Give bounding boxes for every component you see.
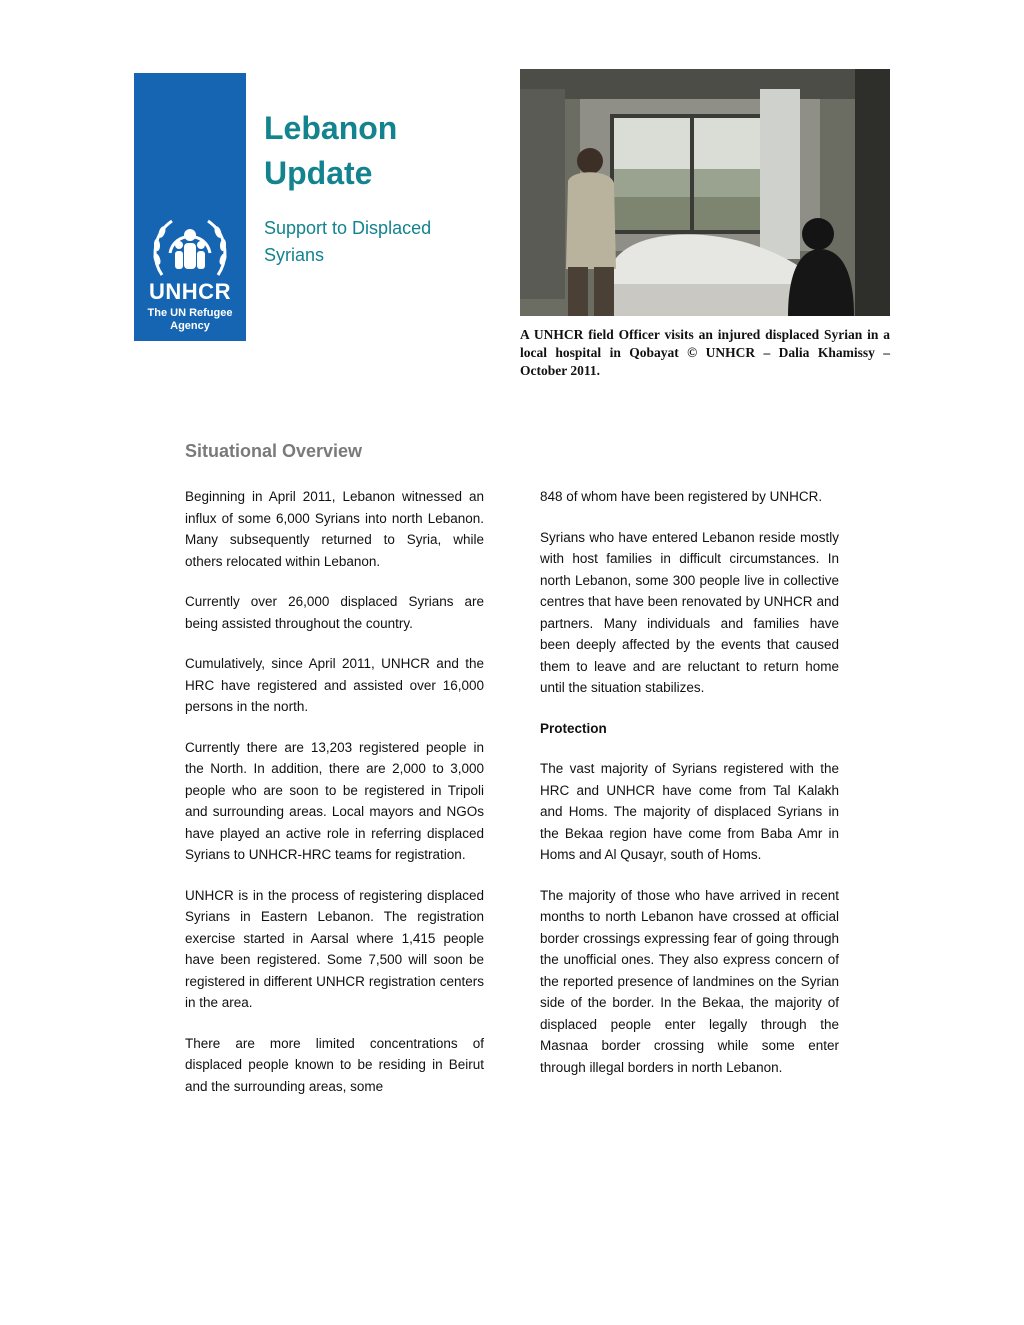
page-title-line-1: Lebanon — [264, 110, 398, 146]
photo-caption: A UNHCR field Officer visits an injured displaced Syrian in a local hospital in Qobayat © UNHCR – Dalia Khamissy – October 2011. — [520, 327, 890, 378]
page-subtitle: Support to Displaced Syrians — [264, 218, 432, 265]
protection-paragraph: The vast majority of Syrians registered with the HRC and UNHCR have come from Tal Kalakh and Homs. The majority of displaced Syrians in the Bekaa region have come from Baba Amr in Homs and Al Qusayr, south of Homs. — [540, 761, 839, 862]
unhcr-logo — [134, 73, 246, 341]
logo-tagline: The UN Refugee Agency — [147, 307, 233, 332]
hospital-photo — [520, 69, 890, 316]
left-text-column — [185, 486, 484, 1116]
page-title-line-2: Update — [264, 155, 373, 191]
overview-paragraph: Cumulatively, since April 2011, UNHCR and the HRC have registered and assisted over 16,000 persons in the north. — [185, 656, 484, 714]
section-heading-situational-overview: Situational Overview — [185, 441, 363, 461]
overview-paragraph: 848 of whom have been registered by UNHCR. — [540, 489, 823, 504]
overview-paragraph: Currently over 26,000 displaced Syrians are being assisted throughout the country. — [185, 594, 484, 631]
logo-org-name: UNHCR — [149, 279, 231, 304]
overview-paragraph: UNHCR is in the process of registering displaced Syrians in Eastern Lebanon. The registration exercise started in Aarsal where 1,415 people have been registered. Some 7,500 will soon be registered in different UNHCR registration centers in the area. — [185, 887, 484, 1010]
overview-paragraph: There are more limited concentrations of displaced people known to be residing in Beirut and the surrounding areas, some — [185, 1035, 484, 1094]
protection-heading: Protection — [540, 720, 607, 736]
unhcr-emblem-icon — [148, 213, 232, 283]
overview-paragraph: Beginning in April 2011, Lebanon witnessed an influx of some 6,000 Syrians into north Lebanon. Many subsequently returned to Syria, while others relocated within Lebanon. — [185, 489, 484, 569]
hospital-photo-illustration — [520, 69, 890, 316]
right-text-column — [540, 486, 839, 1097]
protection-paragraph: The majority of those who have arrived in recent months to north Lebanon have crossed at official border crossings expressing fear of going through the unofficial ones. They also express concern of the reported presence of landmines on the Syrian side of the border. In the Bekaa, the majority of displaced people enter legally through the Masnaa border crossing while some enter through illegal borders in north Lebanon. — [540, 887, 839, 1075]
overview-paragraph: Currently there are 13,203 registered people in the North. In addition, there are 2,000 to 3,000 people who are soon to be registered in Tripoli and surrounding areas. Local mayors and NGOs have played an active role in referring displaced Syrians to UNHCR-HRC teams for registration. — [185, 739, 484, 862]
overview-paragraph: Syrians who have entered Lebanon reside mostly with host families in difficult circumstances. In north Lebanon, some 300 people live in collective centres that have been renovated by UNHCR and partners. Many individuals and families have been deeply affected by the events that caused them to leave and are reluctant to return home until the situation stabilizes. — [540, 529, 839, 695]
